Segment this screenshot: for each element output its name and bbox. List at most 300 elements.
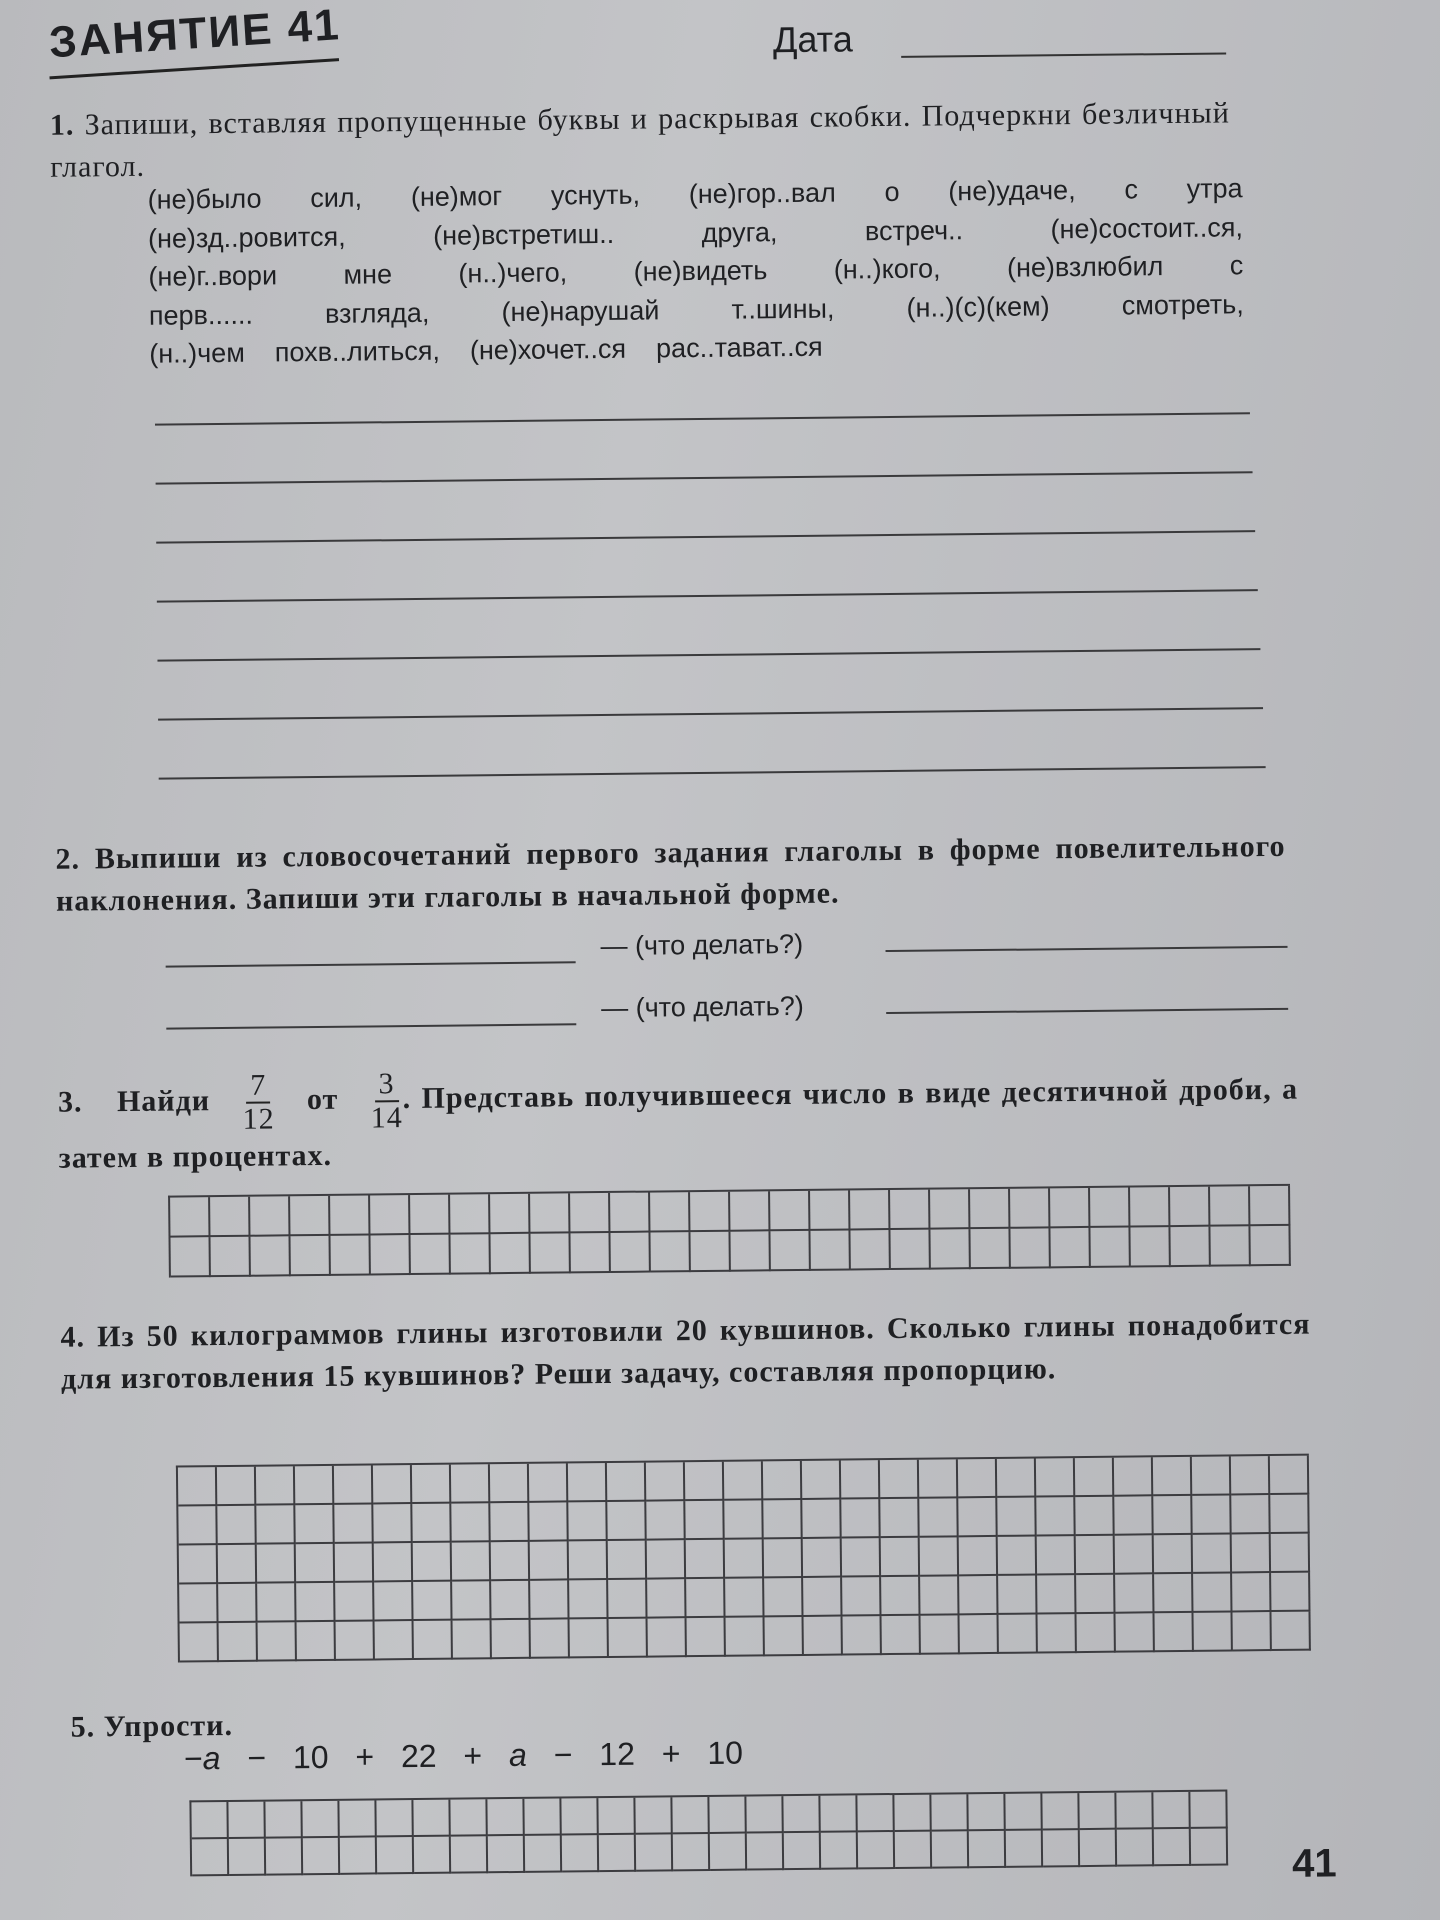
grid-cell[interactable] [1114,1457,1153,1496]
grid-cell[interactable] [335,1543,374,1582]
grid-cell[interactable] [490,1503,529,1542]
task-4-text: Из 50 килограммов глины изготовили 20 кувшинов. Сколько глины понадобится для изготовления 15 кувшинов? Реши задачу, составляя пропорцию. [60,1307,1311,1396]
grid-cell[interactable] [804,1617,843,1656]
task-3-number: 3. [57,1085,83,1119]
grid-cell[interactable] [1192,1495,1231,1534]
answer-line[interactable] [159,766,1266,780]
grid-cell[interactable] [450,1234,490,1274]
grid-cell[interactable] [303,1838,340,1875]
grid-cell[interactable] [1130,1187,1170,1227]
grid-cell[interactable] [647,1579,686,1618]
grid-cell[interactable] [217,1506,256,1545]
grid-cell[interactable] [1090,1228,1130,1268]
grid-cell[interactable] [1115,1535,1154,1574]
grid-cell[interactable] [998,1537,1037,1576]
grid-cell[interactable] [960,1615,999,1654]
infinitive-field[interactable] [886,1008,1288,1014]
grid-cell[interactable] [607,1463,646,1502]
grid-cell[interactable] [646,1501,685,1540]
grid-cell[interactable] [672,1797,709,1834]
grid-cell[interactable] [1037,1575,1076,1614]
imperative-verb-field[interactable] [166,1023,576,1029]
grid-cell[interactable] [490,1234,530,1274]
grid-cell[interactable] [529,1463,568,1502]
task-1-number: 1. [49,108,75,142]
grid-cell[interactable] [412,1504,451,1543]
word: мне [343,259,393,290]
grid-cell[interactable] [821,1832,858,1869]
grid-cell[interactable] [882,1616,921,1655]
grid-cell[interactable] [921,1615,960,1654]
grid-cell[interactable] [842,1577,881,1616]
grid-cell[interactable] [258,1622,297,1661]
grid-cell[interactable] [724,1461,763,1500]
grid-cell[interactable] [1115,1613,1154,1652]
grid-cell[interactable] [607,1502,646,1541]
grid-cell[interactable] [1042,1793,1079,1830]
grid-cell[interactable] [998,1576,1037,1615]
word: (н..)чем [149,337,245,369]
grid-cell[interactable] [374,1582,413,1621]
grid-cell[interactable] [770,1191,810,1231]
grid-cell[interactable] [488,1836,525,1873]
grid-cell[interactable] [810,1190,850,1230]
grid-cell[interactable] [491,1542,530,1581]
grid-cell[interactable] [1192,1456,1231,1495]
grid-cell[interactable] [784,1833,821,1870]
grid-cell[interactable] [608,1580,647,1619]
grid-cell[interactable] [803,1578,842,1617]
grid-cell[interactable] [451,1464,490,1503]
grid-cell[interactable] [959,1537,998,1576]
grid-cell[interactable] [894,1795,931,1832]
grid-cell[interactable] [290,1196,330,1236]
grid-cell[interactable] [370,1195,410,1235]
grid-cell[interactable] [376,1800,413,1837]
grid-cell[interactable] [1037,1536,1076,1575]
grid-cell[interactable] [1193,1612,1232,1651]
grid-cell[interactable] [257,1583,296,1622]
task-2-number: 2. [55,842,81,876]
grid-cell[interactable] [931,1794,968,1831]
answer-line[interactable] [157,648,1260,662]
grid-cell[interactable] [686,1579,725,1618]
grid-cell[interactable] [783,1796,820,1833]
grid-cell[interactable] [999,1615,1038,1654]
grid-cell[interactable] [858,1832,895,1869]
grid-cell[interactable] [920,1537,959,1576]
grid-cell[interactable] [1010,1228,1050,1268]
grid-cell[interactable] [562,1835,599,1872]
grid-cell[interactable] [685,1462,724,1501]
word: рас..тават..ся [655,331,823,364]
grid-cell[interactable] [1250,1226,1290,1266]
grid-cell[interactable] [1153,1496,1192,1535]
grid-cell[interactable] [890,1230,930,1270]
grid-cell[interactable] [570,1193,610,1233]
answer-prompt: — (что делать?) [600,928,804,962]
word: с [1124,174,1139,205]
grid-cell[interactable] [803,1539,842,1578]
grid-cell[interactable] [296,1583,335,1622]
grid-cell[interactable] [730,1191,770,1231]
grid-cell[interactable] [880,1460,919,1499]
grid-cell[interactable] [1080,1830,1117,1867]
grid-cell[interactable] [450,1799,487,1836]
grid-cell[interactable] [746,1796,783,1833]
grid-cell[interactable] [880,1499,919,1538]
grid-cell[interactable] [1076,1614,1115,1653]
grid-cell[interactable] [491,1581,530,1620]
grid-cell[interactable] [687,1618,726,1657]
grid-cell[interactable] [370,1235,410,1275]
grid-cell[interactable] [890,1190,930,1230]
grid-cell[interactable] [1271,1534,1310,1573]
grid-cell[interactable] [1153,1457,1192,1496]
word: (н..)кого, [833,253,941,285]
grid-cell[interactable] [970,1229,1010,1269]
grid-cell[interactable] [958,1459,997,1498]
grid-cell[interactable] [265,1801,302,1838]
imperative-verb-field[interactable] [166,961,576,967]
grid-cell[interactable] [1231,1456,1270,1495]
grid-cell[interactable] [257,1544,296,1583]
grid-cell[interactable] [1010,1188,1050,1228]
grid-cell[interactable] [211,1237,251,1277]
grid-cell[interactable] [648,1618,687,1657]
grid-cell[interactable] [1232,1573,1271,1612]
grid-cell[interactable] [1193,1534,1232,1573]
grid-cell[interactable] [297,1622,336,1661]
grid-cell[interactable] [1036,1497,1075,1536]
answer-line[interactable] [157,589,1258,603]
grid-cell[interactable] [1271,1573,1310,1612]
grid-cell[interactable] [725,1539,764,1578]
variable-a: a [202,1740,221,1777]
grid-cell[interactable] [410,1195,450,1235]
grid-cell[interactable] [1270,1495,1309,1534]
grid-cell[interactable] [180,1623,219,1662]
grid-cell[interactable] [256,1505,295,1544]
grid-cell[interactable] [210,1197,250,1237]
grid-cell[interactable] [530,1541,569,1580]
word: (не)было [147,183,262,215]
grid-cell[interactable] [1154,1613,1193,1652]
grid-cell[interactable] [570,1233,610,1273]
grid-cell[interactable] [1117,1829,1154,1866]
word: (не)встретиш.. [432,218,615,251]
grid-cell[interactable] [673,1834,710,1871]
grid-cell[interactable] [219,1623,258,1662]
grid-cell[interactable] [330,1195,370,1235]
word: сил, [310,182,363,214]
grid-cell[interactable] [524,1799,561,1836]
word: встреч.. [864,214,964,246]
grid-cell[interactable] [1079,1793,1116,1830]
grid-cell[interactable] [452,1542,491,1581]
answer-line[interactable] [156,530,1255,544]
grid-cell[interactable] [414,1837,451,1874]
grid-cell[interactable] [530,1580,569,1619]
grid-cell[interactable] [1090,1188,1130,1228]
grid-cell[interactable] [1270,1456,1309,1495]
grid-cell[interactable] [932,1831,969,1868]
grid-cell[interactable] [170,1197,210,1237]
grid-cell[interactable] [959,1576,998,1615]
grid-cell[interactable] [1076,1575,1115,1614]
answer-grid-task-5[interactable] [189,1790,1228,1877]
grid-cell[interactable] [1043,1830,1080,1867]
grid-cell[interactable] [266,1838,303,1875]
grid-cell[interactable] [726,1617,765,1656]
grid-cell[interactable] [1154,1574,1193,1613]
grid-cell[interactable] [599,1835,636,1872]
grid-cell[interactable] [968,1794,1005,1831]
grid-cell[interactable] [218,1584,257,1623]
grid-cell[interactable] [1232,1534,1271,1573]
grid-cell[interactable] [765,1617,804,1656]
grid-cell[interactable] [930,1189,970,1229]
grid-cell[interactable] [1170,1187,1210,1227]
grid-cell[interactable] [820,1795,857,1832]
grid-cell[interactable] [487,1799,524,1836]
grid-cell[interactable] [930,1229,970,1269]
grid-cell[interactable] [725,1578,764,1617]
grid-cell[interactable] [685,1501,724,1540]
grid-cell[interactable] [1250,1186,1290,1226]
grid-cell[interactable] [850,1230,890,1270]
grid-cell[interactable] [251,1236,291,1276]
grid-cell[interactable] [857,1795,894,1832]
task-3-of: от [306,1082,339,1117]
expr-part: − 12 + 10 [553,1734,744,1773]
grid-cell[interactable] [178,1467,217,1506]
grid-cell[interactable] [330,1235,370,1275]
grid-cell[interactable] [492,1620,531,1659]
expr-part: − [183,1740,203,1777]
infinitive-field[interactable] [886,946,1288,952]
grid-cell[interactable] [1075,1497,1114,1536]
word: (не)хочет..ся [469,333,627,366]
grid-cell[interactable] [413,1582,452,1621]
grid-cell[interactable] [747,1833,784,1870]
grid-cell[interactable] [1153,1792,1190,1829]
answer-grid-task-3[interactable] [168,1184,1291,1278]
grid-cell[interactable] [1038,1614,1077,1653]
grid-cell[interactable] [451,1503,490,1542]
grid-cell[interactable] [1114,1496,1153,1535]
grid-cell[interactable] [302,1801,339,1838]
grid-cell[interactable] [636,1834,673,1871]
grid-cell[interactable] [569,1580,608,1619]
date-field[interactable] [901,52,1226,57]
grid-cell[interactable] [561,1798,598,1835]
grid-cell[interactable] [569,1541,608,1580]
grid-cell[interactable] [178,1506,217,1545]
word: смотреть, [1121,288,1244,321]
grid-cell[interactable] [335,1582,374,1621]
word: с [1229,250,1244,281]
word: о [884,176,900,208]
answer-line[interactable] [155,412,1250,425]
grid-cell[interactable] [850,1190,890,1230]
grid-cell[interactable] [1115,1574,1154,1613]
word: (н..)(с)(кем) [906,290,1050,323]
grid-cell[interactable] [334,1504,373,1543]
word: утра [1186,173,1243,204]
grid-cell[interactable] [842,1538,881,1577]
grid-cell[interactable] [410,1235,450,1275]
grid-cell[interactable] [192,1839,229,1876]
grid-cell[interactable] [635,1797,672,1834]
grid-cell[interactable] [339,1800,376,1837]
grid-cell[interactable] [770,1231,810,1271]
grid-cell[interactable] [802,1461,841,1500]
grid-cell[interactable] [295,1466,334,1505]
grid-cell[interactable] [530,1233,570,1273]
grid-cell[interactable] [530,1193,570,1233]
grid-cell[interactable] [1005,1793,1042,1830]
grid-cell[interactable] [1232,1612,1271,1651]
grid-cell[interactable] [802,1500,841,1539]
grid-cell[interactable] [1193,1573,1232,1612]
grid-cell[interactable] [1170,1227,1210,1267]
grid-cell[interactable] [1050,1228,1090,1268]
grid-cell[interactable] [412,1465,451,1504]
grid-cell[interactable] [881,1577,920,1616]
grid-cell[interactable] [647,1540,686,1579]
grid-cell[interactable] [373,1465,412,1504]
grid-cell[interactable] [531,1619,570,1658]
grid-cell[interactable] [295,1505,334,1544]
grid-cell[interactable] [764,1578,803,1617]
grid-cell[interactable] [1190,1792,1227,1829]
grid-cell[interactable] [256,1466,295,1505]
grid-cell[interactable] [997,1459,1036,1498]
grid-cell[interactable] [450,1194,490,1234]
grid-cell[interactable] [414,1621,453,1660]
grid-cell[interactable] [997,1498,1036,1537]
grid-cell[interactable] [490,1464,529,1503]
grid-cell[interactable] [179,1584,218,1623]
grid-cell[interactable] [373,1504,412,1543]
variable-a: a [508,1736,528,1774]
grid-cell[interactable] [1050,1188,1090,1228]
grid-cell[interactable] [919,1459,958,1498]
grid-cell[interactable] [229,1839,266,1876]
grid-cell[interactable] [413,1543,452,1582]
grid-cell[interactable] [1191,1829,1228,1866]
grid-cell[interactable] [490,1194,530,1234]
grid-cell[interactable] [1116,1792,1153,1829]
grid-cell[interactable] [1006,1830,1043,1867]
grid-cell[interactable] [1036,1458,1075,1497]
grid-cell[interactable] [568,1502,607,1541]
grid-cell[interactable] [841,1499,880,1538]
grid-cell[interactable] [690,1192,730,1232]
grid-cell[interactable] [598,1798,635,1835]
grid-cell[interactable] [228,1802,265,1839]
grid-cell[interactable] [895,1832,932,1869]
grid-cell[interactable] [451,1836,488,1873]
grid-cell[interactable] [179,1545,218,1584]
grid-cell[interactable] [841,1460,880,1499]
grid-cell[interactable] [709,1797,746,1834]
grid-cell[interactable] [730,1231,770,1271]
grid-cell[interactable] [377,1837,414,1874]
grid-cell[interactable] [336,1621,375,1660]
grid-cell[interactable] [919,1498,958,1537]
grid-cell[interactable] [217,1467,256,1506]
grid-cell[interactable] [650,1192,690,1232]
grid-cell[interactable] [763,1461,802,1500]
grid-cell[interactable] [1075,1458,1114,1497]
grid-cell[interactable] [609,1619,648,1658]
grid-cell[interactable] [1130,1227,1170,1267]
grid-cell[interactable] [1210,1186,1250,1226]
grid-cell[interactable] [529,1502,568,1541]
grid-cell[interactable] [453,1620,492,1659]
grid-cell[interactable] [525,1835,562,1872]
grid-cell[interactable] [1154,1535,1193,1574]
grid-cell[interactable] [710,1834,747,1871]
grid-cell[interactable] [610,1233,650,1273]
grid-cell[interactable] [764,1539,803,1578]
word: (не)нарушай [501,294,660,327]
grid-cell[interactable] [843,1616,882,1655]
grid-cell[interactable] [1210,1226,1250,1266]
answer-line[interactable] [158,707,1263,721]
grid-cell[interactable] [296,1544,335,1583]
grid-cell[interactable] [171,1237,211,1277]
grid-cell[interactable] [375,1621,414,1660]
grid-cell[interactable] [690,1232,730,1272]
grid-cell[interactable] [374,1543,413,1582]
grid-cell[interactable] [1231,1495,1270,1534]
lesson-title: ЗАНЯТИЕ 41 [47,0,342,68]
grid-cell[interactable] [250,1196,290,1236]
grid-cell[interactable] [958,1498,997,1537]
grid-cell[interactable] [810,1230,850,1270]
grid-cell[interactable] [920,1576,959,1615]
grid-cell[interactable] [1154,1829,1191,1866]
grid-cell[interactable] [334,1465,373,1504]
grid-cell[interactable] [1076,1536,1115,1575]
task-1-text: Запиши, вставляя пропущенные буквы и раскрывая скобки. Подчеркни безличный глагол. [50,96,1230,184]
grid-cell[interactable] [191,1802,228,1839]
grid-cell[interactable] [570,1619,609,1658]
grid-cell[interactable] [610,1193,650,1233]
grid-cell[interactable] [340,1837,377,1874]
grid-cell[interactable] [1271,1612,1310,1651]
grid-cell[interactable] [568,1463,607,1502]
grid-cell[interactable] [881,1538,920,1577]
grid-cell[interactable] [650,1232,690,1272]
grid-cell[interactable] [608,1541,647,1580]
grid-cell[interactable] [970,1189,1010,1229]
grid-cell[interactable] [290,1236,330,1276]
grid-cell[interactable] [452,1581,491,1620]
grid-cell[interactable] [686,1540,725,1579]
grid-cell[interactable] [969,1831,1006,1868]
answer-grid-task-4[interactable] [176,1454,1311,1663]
answer-line[interactable] [156,471,1253,484]
grid-cell[interactable] [763,1500,802,1539]
grid-cell[interactable] [218,1545,257,1584]
grid-cell[interactable] [413,1800,450,1837]
grid-cell[interactable] [724,1500,763,1539]
grid-cell[interactable] [646,1462,685,1501]
